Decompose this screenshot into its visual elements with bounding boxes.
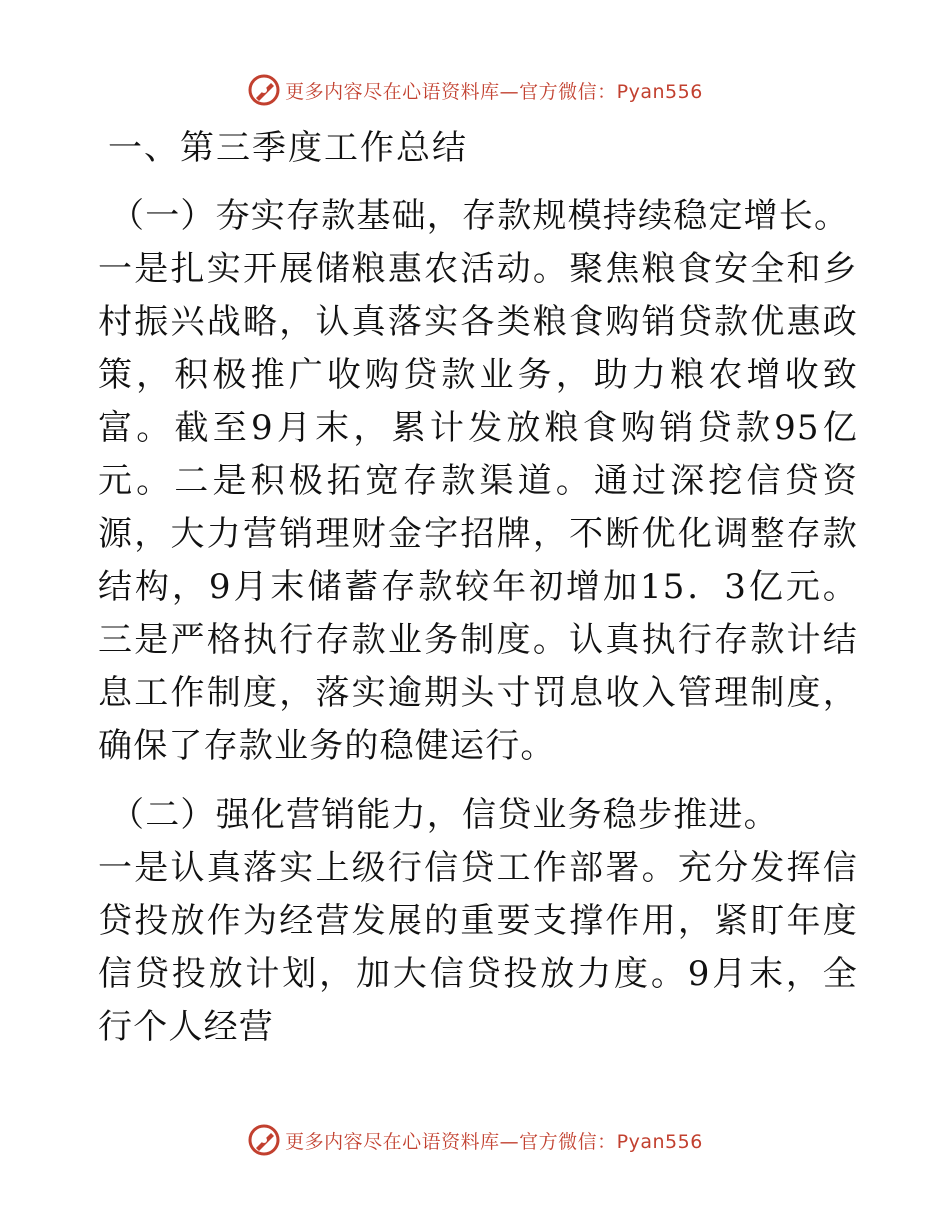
section-body: 一是认真落实上级行信贷工作部署。充分发挥信贷投放作为经营发展的重要支撑作用，紧盯年度信贷投放计划，加大信贷投放力度。9月末，全行个人经营 <box>98 848 858 1047</box>
section-paragraph <box>98 789 858 1054</box>
brush-pen-logo-icon <box>247 73 281 107</box>
document-body <box>98 122 858 1054</box>
page-title: 一、第三季度工作总结 <box>108 128 468 168</box>
section-body: 一是扎实开展储粮惠农活动。聚焦粮食安全和乡村振兴战略，认真落实各类粮食购销贷款优惠政策，积极推广收购贷款业务，助力粮农增收致富。截至9月末，累计发放粮食购销贷款95亿元。二是积极拓宽存款渠道。通过深挖信贷资源，大力营销理财金字招牌，不断优化调整存款结构，9月末储蓄存款较年初增加15．3亿元。三是严格执行存款业务制度。认真执行存款计结息工作制度，落实逾期头寸罚息收入管理制度，确保了存款业务的稳健运行。 <box>98 249 858 766</box>
section-subheading: （一）夯实存款基础，存款规模持续稳定增长。 <box>110 196 850 236</box>
watermark-text: 更多内容尽在心语资料库—官方微信：Pyan556 <box>285 80 703 103</box>
wechat-id: Pyan556 <box>616 80 703 103</box>
section-subheading: （二）强化营销能力，信贷业务稳步推进。 <box>110 795 779 835</box>
section-paragraph <box>98 190 858 773</box>
header-watermark <box>0 70 950 110</box>
wechat-id: Pyan556 <box>616 1130 703 1153</box>
watermark-text: 更多内容尽在心语资料库—官方微信：Pyan556 <box>285 1130 703 1153</box>
brush-pen-logo-icon <box>247 1123 281 1157</box>
footer-watermark <box>0 1120 950 1160</box>
